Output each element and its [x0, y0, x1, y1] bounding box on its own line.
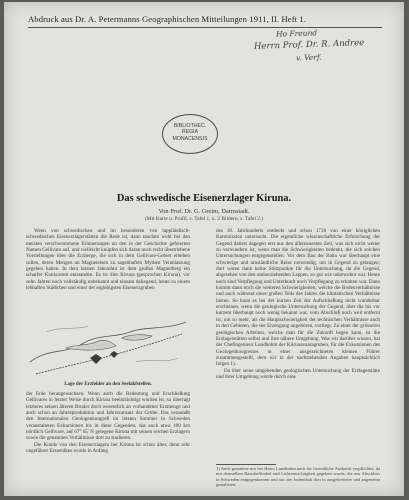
document-page [4, 2, 404, 496]
map-lake [122, 335, 152, 340]
location-map [26, 308, 190, 384]
map-caption: Lage der Erzfelder an den Seelakfstellen. [64, 382, 152, 387]
handwritten-dedication-line-2: Herrn Prof. Dr. R. Andree [253, 38, 365, 52]
article-note: (Mit Karte u. Profil, s. Tafel 1, u. 2 Bildern, s. Tafel 2.) [144, 216, 264, 222]
stamp-line-3: MONACENSIS [172, 135, 208, 142]
handwritten-dedication-line-3: v. Verf. [295, 52, 322, 63]
map-contour [136, 358, 178, 362]
left-column-top [26, 228, 190, 291]
paragraph: Wenn von schwedischen und im besonderen von lappländisch-schwedischen Eisenerzlagerstätten die Rede ist, dann tauchen wohl bei den meisten verschwommene Erinnerungen an den in der Geschichte gefeierten Namen Gellivare auf, und vielleicht knüpfen sich daran noch recht übertriebene Vorstellungen über die Erzberge, die sich in dem Gellivare-Gebiet erheben sollen, deren Mengen an Magneteisen zu sagenhaften Mythen Veranlassung gegeben haben. In dem letzten Jahrzehnt ist dem großen Magnetberg ein scharfer Konkurrent entstanden. Es ist dies Kiruna (gesprochen Kiruna), vor zehn Jahren noch vollständig unbekannt und einsam daliegend, heute zu einem lebhaften Städtchen und einer der ergiebigsten Eisenerzgruben [26, 228, 191, 292]
map-ore-deposit [90, 354, 102, 364]
right-column [216, 228, 380, 380]
left-column-bottom [26, 391, 190, 454]
paragraph: Da über seine umgebenden geologischen Untersuchung der Erzlagerstätte und ihrer Umgebung wurde durch eine [216, 367, 380, 380]
article-title: Das schwedische Eisenerzlager Kiruna. [116, 193, 292, 204]
map-lake [66, 340, 116, 350]
stamp-line-1: BIBLIOTHEC. [173, 123, 207, 129]
stamp-line-2: REGIA [181, 129, 199, 136]
paragraph: des 18. Jahrhunderts entdeckt und schon 1736 von einer königlichen Kommission untersucht. Die eigentliche wissenschaftliche Erforschung der Gegend datiert dagegen erst aus den allerneuesten Zeit, was sich nicht weiter zu verwundern ist, wenn man die Schwierigkeiten bedenkt, die sich solchen Untersuchungen entgegenstellen. Vor dem Bau der Bahn war überhaupt eine schwierige und umständliche Reise notwendig, um in Gegend zu gelangen; dort waren dann keine Stützpunkte für die Untersuchung, da die Gegend, abgesehen von den umherziehenden Lappen, so gut wie unbewohnt war. Heute noch sind Verpflegung und Unterkunft noch Verpflegung zu erhalten war. Dann kommt dann noch die weiteren Schwierigkeiten, welche die Bodenverhältnisse und auch während eines großen Teils des Jahres die klimatischen Verhältnisse bieten. So kann es bei der kurzen Zeit der Aufschließung nicht wunderbar erscheinen, wenn die geologische Untersuchung der Gegend, über die bis vor kurzem überhaupt noch wenig bekannt war, vom Abschluß noch weit entfernt ist, um so mehr, als die Hauptschwierigkeit der technischen Verhältnisse auch in den Gebieten, die der Erzeugung angehören, vorliegt. Zu einer der grösseren geologischen Arbeiten, welche man für die Zukunft hegen kann, ist die Erzlagerstätten selbst und ihre nähere Umgebung. Was wir darüber wissen, hat der Chefingenieur Lundbohm der Kiirunavaaragruben, für die Exkursionen des Geologenkongresses in einer ausgezeichneten kleinen Führer zusammengestellt, dem wir in der nachstehenden Angaben hauptsächlich folgen 1). [216, 228, 380, 368]
paragraph: der Erde herangewachsen. Wenn auch die Bedeutung und Erschließung Gellivares in letzter Weise durch Kiruna beeinträchtigt worden ist, so überragt letzteres seinen älteren Bruder doch wesentlich an vorhandener Erzmenge und auch schon an Jahresproduktion und Jahresumsatz der Grube. Das veranlaßt den Internationalen Geologenkongreß im letzten Sommer in Schweden veranstalteten Exkursionen bis in diese Gegenden, das auch etwa 100 km nördlich Gellivare, auf 67° 65' N gelegene Kiruna mit seinen reichen Erzlagern sowie die genannten Verhältnisse dort zu studieren. [26, 391, 190, 442]
map-railway [36, 334, 182, 374]
paragraph: Die Kunde von den Eisenerzlagern bei Kiruna ist schon älter, denn sehr ungefährer Erzeeidkes wurde in Anfang [26, 441, 190, 455]
map-contour [46, 326, 88, 332]
handwritten-dedication-line-1: Ho Freund [275, 28, 318, 39]
footnote: 1) Auch gestattete mir bei Herrn Lundbohm nach für freundliche Auskunft verpflichtet, da mit demselben Basisbefilmhel und Lichtenwichtigkeit gegeben wurde, die aus Abschluss in Schweden entgegenkommt und aus der Aufenthalt dort in ausgebreiteter und angenehm gestalteten. [216, 466, 380, 488]
header-rule [28, 27, 382, 28]
article-author: Von Prof. Dr. G. Greim, Darmstadt. [158, 208, 250, 215]
footnote-rule [216, 464, 276, 465]
running-header: Abdruck aus Dr. A. Petermanns Geographischen Mitteilungen 1911, II. Heft 1. [28, 14, 307, 24]
map-ore-deposit [110, 351, 118, 358]
library-stamp [162, 114, 218, 154]
